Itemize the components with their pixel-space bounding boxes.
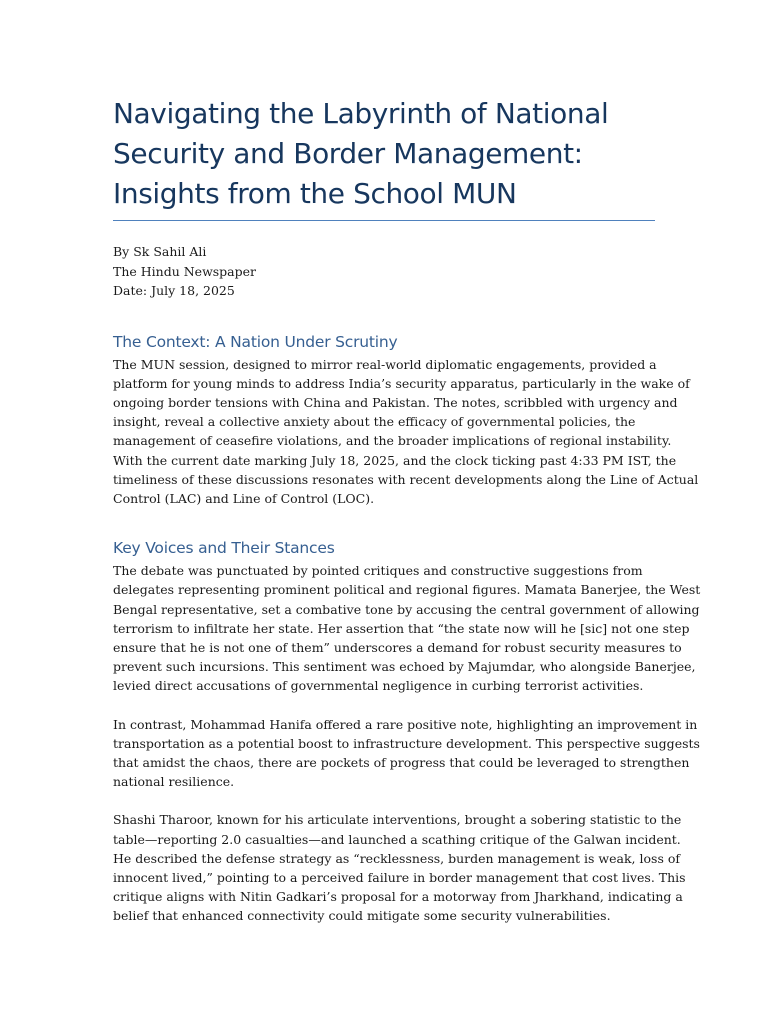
paragraph-line: transportation as a potential boost to infrastructure development. This perspective suggests bbox=[113, 735, 700, 751]
byline-date: Date: July 18, 2025 bbox=[113, 283, 235, 298]
title-line: Insights from the School MUN bbox=[113, 177, 517, 210]
paragraph-line: The MUN session, designed to mirror real-world diplomatic engagements, provided a bbox=[113, 356, 657, 372]
byline bbox=[113, 242, 656, 301]
paragraph-line: He described the defense strategy as “recklessness, burden management is weak, loss of bbox=[113, 850, 680, 866]
paragraph-line: insight, reveal a collective anxiety about the efficacy of governmental policies, the bbox=[113, 414, 636, 430]
paragraph bbox=[113, 715, 700, 792]
section-heading-context: The Context: A Nation Under Scrutiny bbox=[113, 332, 398, 351]
paragraph bbox=[113, 355, 699, 509]
title-line: Security and Border Management: bbox=[113, 137, 583, 170]
paragraph-line: platform for young minds to address India’s security apparatus, particularly in the wake of bbox=[113, 375, 690, 391]
paragraph-line: terrorism to infiltrate her state. Her assertion that “the state now will he [sic] not one step bbox=[113, 620, 690, 636]
paragraph-line: Control (LAC) and Line of Control (LOC). bbox=[113, 490, 375, 506]
paragraph bbox=[113, 561, 701, 695]
paragraph-line: The debate was punctuated by pointed critiques and constructive suggestions from bbox=[113, 563, 643, 579]
paragraph-line: innocent lived,” pointing to a perceived failure in border management that cost lives. This bbox=[113, 869, 686, 885]
paragraph-line: Shashi Tharoor, known for his articulate interventions, brought a sobering statistic to the bbox=[113, 812, 682, 828]
paragraph-line: levied direct accusations of governmental negligence in curbing terrorist activities. bbox=[113, 678, 644, 694]
paragraph-line: table—reporting 2.0 casualties—and launched a scathing critique of the Galwan incident. bbox=[113, 831, 681, 847]
title-line: Navigating the Labyrinth of National bbox=[113, 97, 609, 130]
paragraph-line: In contrast, Mohammad Hanifa offered a rare positive note, highlighting an improvement in bbox=[113, 716, 698, 732]
paragraph-line: management of ceasefire violations, and the broader implications of regional instability. bbox=[113, 433, 672, 449]
paragraph-line: prevent such incursions. This sentiment was echoed by Majumdar, who alongside Banerjee, bbox=[113, 659, 696, 675]
paragraph-line: ensure that he is not one of them” underscores a demand for robust security measures to bbox=[113, 639, 682, 655]
paragraph-line: timeliness of these discussions resonates with recent developments along the Line of Actual bbox=[113, 471, 699, 487]
paragraph-line: Bengal representative, set a combative tone by accusing the central government of allowing bbox=[113, 601, 700, 617]
paragraph-line: critique aligns with Nitin Gadkari’s proposal for a motorway from Jharkhand, indicating a bbox=[113, 889, 683, 905]
paragraph-line: With the current date marking July 18, 2025, and the clock ticking past 4:33 PM IST, the bbox=[113, 452, 677, 468]
title-underline bbox=[113, 220, 655, 221]
section-heading-key-voices: Key Voices and Their Stances bbox=[113, 539, 335, 558]
paragraph-line: belief that enhanced connectivity could mitigate some security vulnerabilities. bbox=[113, 908, 611, 924]
paragraph bbox=[113, 810, 686, 925]
article-title bbox=[113, 94, 656, 214]
byline-author: By Sk Sahil Ali bbox=[113, 244, 207, 259]
byline-publication: The Hindu Newspaper bbox=[113, 263, 257, 279]
paragraph-line: national resilience. bbox=[113, 774, 235, 790]
paragraph-line: ongoing border tensions with China and Pakistan. The notes, scribbled with urgency and bbox=[113, 394, 678, 410]
paragraph-line: delegates representing prominent political and regional figures. Mamata Banerjee, the West bbox=[113, 582, 701, 598]
paragraph-line: that amidst the chaos, there are pockets of progress that could be leveraged to strengthen bbox=[113, 754, 690, 770]
